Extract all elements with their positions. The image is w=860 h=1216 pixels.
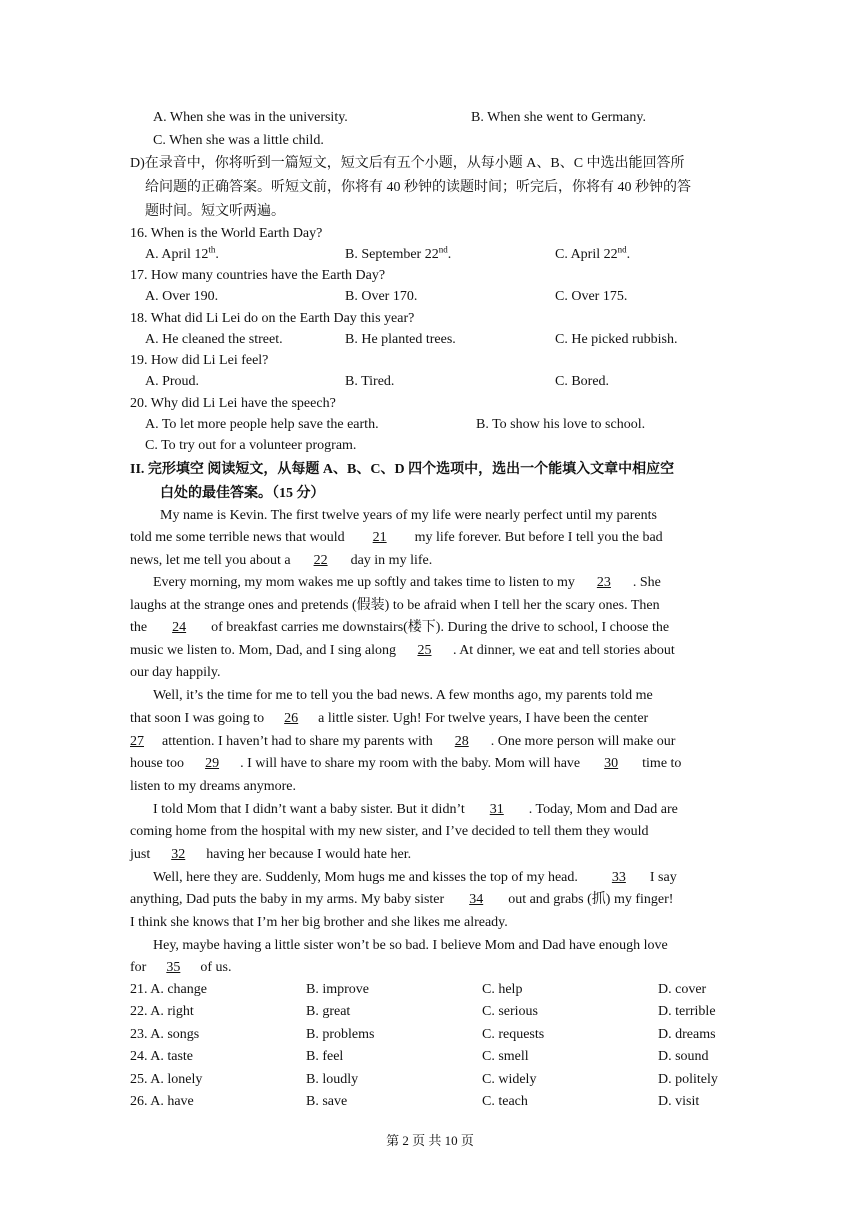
blank-27[interactable]: 27 [130, 734, 144, 749]
q19-option-b: B. Tired. [345, 374, 395, 389]
q15-option-b: B. When she went to Germany. [471, 110, 646, 125]
option-row-26-c: C. teach [482, 1094, 528, 1109]
option-row-26-d: D. visit [658, 1094, 700, 1109]
q17-option-b: B. Over 170. [345, 289, 418, 304]
q18-option-b: B. He planted trees. [345, 332, 456, 347]
section-d-instruction: 给问题的正确答案。听短文前，你将有 40 秒钟的读题时间；听完后，你将有 40 秒钟的答 [145, 180, 691, 195]
passage-line: for 35 of us. [130, 958, 231, 978]
passage-line: the 24 of breakfast carries me downstairs(楼下). During the drive to school, I choose the [130, 618, 669, 638]
option-row-23-d: D. dreams [658, 1027, 716, 1042]
passage-line: laughs at the strange ones and pretends (假装) to be afraid when I tell her the scary ones. Then [130, 598, 660, 613]
q16-option-c: C. April 22nd. [555, 244, 631, 262]
option-row-22-b: B. great [306, 1004, 351, 1019]
option-row-24-c: C. smell [482, 1049, 529, 1064]
passage-line: just 32 having her because I would hate her. [130, 845, 411, 865]
q19-option-c: C. Bored. [555, 374, 610, 389]
q16-option-a: A. April 12th. [145, 244, 219, 262]
question-16: 16. When is the World Earth Day? [130, 226, 323, 241]
section-d-instruction: D)在录音中，你将听到一篇短文，短文后有五个小题，从每小题 A、B、C 中选出能回答所 [130, 156, 685, 171]
option-row-21-d: D. cover [658, 982, 707, 997]
passage-line: I think she knows that I’m her big brother and she likes me already. [130, 915, 508, 930]
passage-line: house too 29 . I will have to share my room with the baby. Mom will have 30 time to [130, 754, 681, 774]
blank-21[interactable]: 21 [372, 530, 387, 545]
q17-option-c: C. Over 175. [555, 289, 628, 304]
passage-line: coming home from the hospital with my new sister, and I’ve decided to tell them they would [130, 824, 649, 839]
passage-line: that soon I was going to 26 a little sister. Ugh! For twelve years, I have been the center [130, 709, 648, 729]
option-row-21-a: 21. A. change [130, 982, 207, 997]
passage-line: Well, it’s the time for me to tell you the bad news. A few months ago, my parents told me [153, 688, 653, 703]
option-row-25-a: 25. A. lonely [130, 1072, 203, 1087]
blank-35[interactable]: 35 [166, 960, 181, 975]
option-row-23-b: B. problems [306, 1027, 375, 1042]
passage-line: I told Mom that I didn’t want a baby sister. But it didn’t 31 . Today, Mom and Dad are [153, 800, 678, 820]
option-row-25-b: B. loudly [306, 1072, 359, 1087]
section-ii-heading: II. 完形填空 阅读短文，从每题 A、B、C、D 四个选项中，选出一个能填入文章中相应空 [130, 462, 675, 477]
passage-line: told me some terrible news that would 21 my life forever. But before I tell you the bad [130, 528, 663, 548]
q20-option-b: B. To show his love to school. [476, 417, 646, 432]
q18-option-a: A. He cleaned the street. [145, 332, 283, 347]
option-row-24-b: B. feel [306, 1049, 344, 1064]
section-ii-heading: 白处的最佳答案。（15 分） [160, 486, 325, 501]
question-18: 18. What did Li Lei do on the Earth Day this year? [130, 311, 415, 326]
passage-line: music we listen to. Mom, Dad, and I sing along 25 . At dinner, we eat and tell stories about [130, 641, 675, 661]
passage-line: 27 attention. I haven’t had to share my parents with 28 . One more person will make our [130, 732, 675, 752]
option-row-26-b: B. save [306, 1094, 348, 1109]
passage-line: Hey, maybe having a little sister won’t be so bad. I believe Mom and Dad have enough love [153, 938, 668, 953]
blank-24[interactable]: 24 [172, 620, 187, 635]
blank-32[interactable]: 32 [171, 847, 186, 862]
blank-26[interactable]: 26 [284, 711, 299, 726]
question-19: 19. How did Li Lei feel? [130, 353, 269, 368]
passage-line: our day happily. [130, 665, 221, 680]
option-row-25-c: C. widely [482, 1072, 537, 1087]
q19-option-a: A. Proud. [145, 374, 200, 389]
option-row-21-c: C. help [482, 982, 523, 997]
option-row-24-a: 24. A. taste [130, 1049, 193, 1064]
q16-option-b: B. September 22nd. [345, 244, 452, 262]
question-17: 17. How many countries have the Earth Day? [130, 268, 386, 283]
option-row-21-b: B. improve [306, 982, 369, 997]
blank-25[interactable]: 25 [417, 643, 432, 658]
blank-28[interactable]: 28 [454, 734, 469, 749]
blank-29[interactable]: 29 [205, 756, 220, 771]
passage-line: listen to my dreams anymore. [130, 779, 297, 794]
option-row-26-a: 26. A. have [130, 1094, 194, 1109]
blank-23[interactable]: 23 [596, 575, 611, 590]
q15-option-a: A. When she was in the university. [153, 110, 348, 125]
blank-34[interactable]: 34 [469, 892, 484, 907]
section-d-instruction: 题时间。短文听两遍。 [145, 204, 285, 219]
passage-line: Well, here they are. Suddenly, Mom hugs me and kisses the top of my head. 33 I say [153, 868, 677, 888]
passage-line: My name is Kevin. The first twelve years of my life were nearly perfect until my parents [160, 508, 657, 523]
option-row-22-a: 22. A. right [130, 1004, 194, 1019]
passage-line: anything, Dad puts the baby in my arms. My baby sister 34 out and grabs (抓) my finger! [130, 890, 673, 910]
page-footer: 第 2 页 共 10 页 [386, 1133, 474, 1148]
q20-option-c: C. To try out for a volunteer program. [145, 438, 357, 453]
option-row-24-d: D. sound [658, 1049, 709, 1064]
q18-option-c: C. He picked rubbish. [555, 332, 678, 347]
option-row-23-c: C. requests [482, 1027, 545, 1042]
option-row-23-a: 23. A. songs [130, 1027, 200, 1042]
option-row-25-d: D. politely [658, 1072, 718, 1087]
blank-22[interactable]: 22 [313, 553, 328, 568]
option-row-22-d: D. terrible [658, 1004, 716, 1019]
passage-line: news, let me tell you about a 22 day in my life. [130, 551, 432, 571]
q17-option-a: A. Over 190. [145, 289, 219, 304]
passage-line: Every morning, my mom wakes me up softly and takes time to listen to my 23 . She [153, 573, 661, 593]
q20-option-a: A. To let more people help save the earth. [145, 417, 379, 432]
q15-option-c: C. When she was a little child. [153, 133, 324, 148]
blank-33[interactable]: 33 [611, 870, 626, 885]
question-20: 20. Why did Li Lei have the speech? [130, 396, 336, 411]
option-row-22-c: C. serious [482, 1004, 538, 1019]
blank-31[interactable]: 31 [489, 802, 504, 817]
blank-30[interactable]: 30 [604, 756, 619, 771]
